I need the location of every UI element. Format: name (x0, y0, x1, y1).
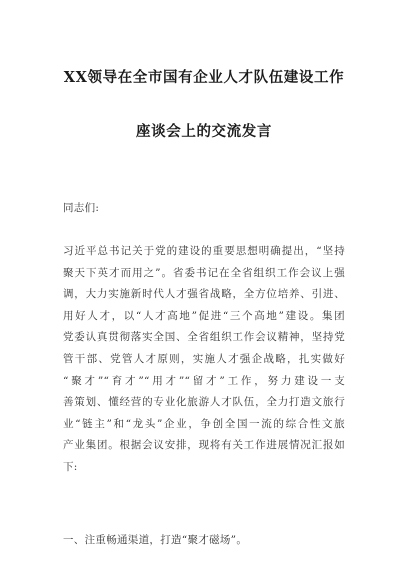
paragraph-line: 产业集团。根据会议安排，现将有关工作进展情况汇报如 (63, 439, 345, 452)
document-title-line-2: 座谈会上的交流发言 (136, 123, 272, 140)
body-paragraph (63, 241, 345, 479)
document-title-line-1: XX领导在全市国有企业人才队伍建设工作 (63, 69, 345, 86)
paragraph-line: 聚天下英才而用之”。省委书记在全省组织工作会议上强 (63, 266, 345, 279)
paragraph-line: 管干部、党管人才原则，实施人才强企战略，扎实做好 (63, 352, 345, 365)
paragraph-line: “聚才”“育才”“用才”“留才”工作，努力建设一支 (63, 374, 345, 387)
paragraph-line: 党委认真贯彻落实全国、全省组织工作会议精神，坚持党 (63, 331, 345, 344)
paragraph-line: 业“链主”和“龙头”企业，争创全国一流的综合性文旅 (63, 417, 345, 430)
salutation: 同志们: (63, 202, 100, 214)
paragraph-line: 下: (63, 460, 78, 473)
paragraph-line: 调，大力实施新时代人才强省战略，全方位培养、引进、 (63, 288, 345, 301)
paragraph-line: 习近平总书记关于党的建设的重要思想明确提出，“坚持 (63, 245, 345, 257)
paragraph-line: 善策划、懂经营的专业化旅游人才队伍，全力打造文旅行 (63, 396, 345, 409)
section-heading: 一、注重畅通渠道，打造“聚才磁场”。 (63, 534, 248, 546)
paragraph-line: 用好人才，以“人才高地”促进“三个高地”建设。集团 (63, 309, 345, 322)
